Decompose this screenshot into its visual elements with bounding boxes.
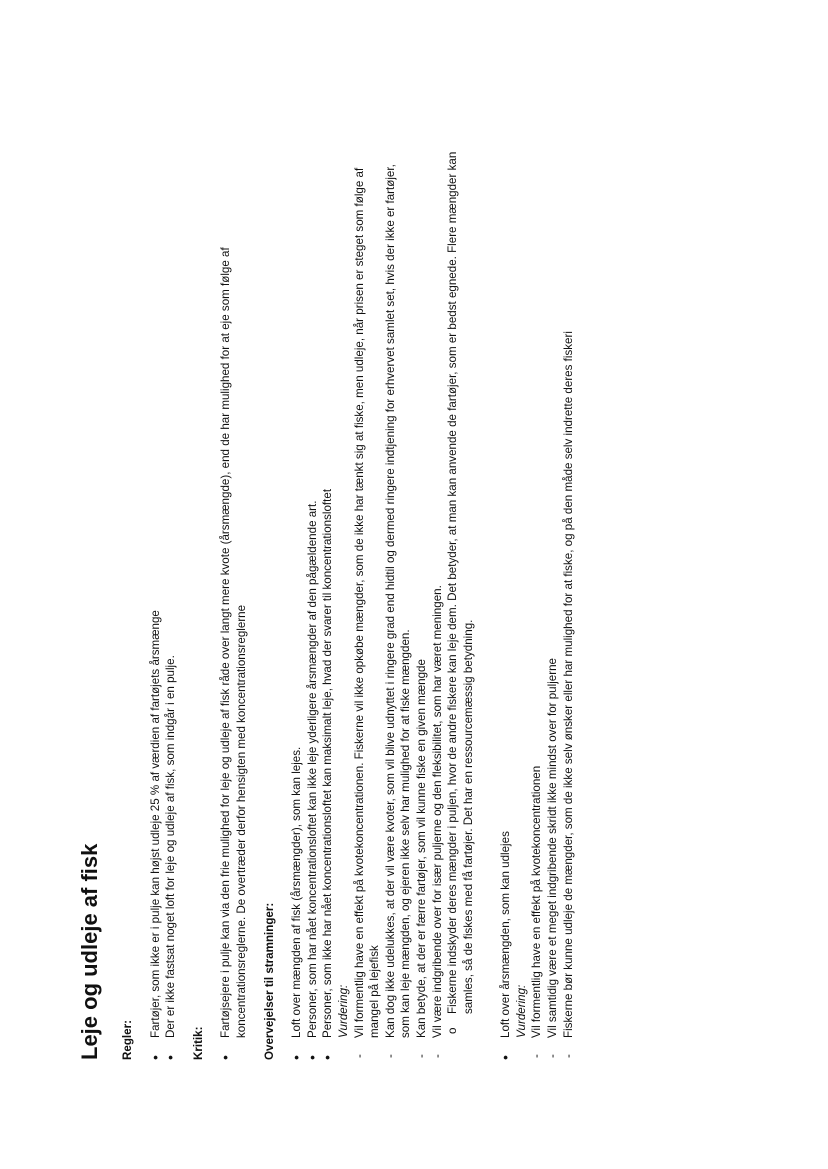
assessment-item: - Kan dog ikke udelukkes, at der vil være kvoter, som vil blive udnyttet i ringere grad end hidtil og dermed ringere indtjening for erhvervet samlet set, hvis der ikke er fartøjer, som kan leje mængden, og ejeren ikke selv har mulighed for at fiske mængden. <box>383 140 414 1060</box>
list-item: • Der er ikke fastsat noget loft for leje og udleje af fisk, som indgår i en pulje. <box>163 140 179 1060</box>
assessment-item: - Vil samtidig være et meget indgribende skridt ikke mindst over for puljerne <box>545 140 561 1060</box>
page-title: Leje og udleje af fisk <box>77 843 102 1060</box>
assessment-label: Vurdering: <box>514 984 528 1038</box>
assessment-item: - Vil formentlig have en effekt på kvotekoncentrationen. Fiskerne vil ikke opkøbe mængder, som de ikke har tænkt sig at fiske, men udleje, når prisen er steget som følge af mangel på lejefisk <box>352 140 383 1060</box>
list-item: • Fartøjsejere i pulje kan via den frie mulighed for leje og udleje af fisk råde over langt mere kvote (årsmængde), end de har mulighed for at eje som følge af koncentrationsreglerne. De overtræder derfor hensigten med koncentrationsreglerne <box>218 140 249 1060</box>
assessment-item: - Kan betyde, at der er færre fartøjer, som vil kunne fiske en given mængde <box>414 140 430 1060</box>
document-page <box>78 140 718 1060</box>
sub-item: o Fiskerne indskyder deres mængder i puljen, hvor de andre fiskere kan leje dem. Det betyder, at man kan anvende de fartøjer, som er bedst egnede. Flere mængder kan samles, så de fiskes med få fartøjer. Det har en ressourcemæssig betydning. <box>445 140 476 1060</box>
list-item: • Loft over årsmængden, som kan udlejes <box>498 140 514 1060</box>
assessment-item: - Fiskerne bør kunne udleje de mængder, som de ikke selv ønsker eller har mulighed for at fiske, og på den måde selv indrette deres fiskeri <box>561 140 577 1060</box>
list-item: • Loft over mængden af fisk (årsmængder), som kan lejes. <box>289 140 305 1060</box>
tightening-heading: Overvejelser til stramninger: <box>262 902 276 1060</box>
list-item: • Personer, som har nået koncentrationsloftet kan ikke leje yderligere årsmængder af den pågældende art. <box>305 140 321 1060</box>
list-item: • Fartøjer, som ikke er i pulje kan højst udleje 25 % af værdien af fartøjets årsmænge <box>148 140 164 1060</box>
list-item: • Personer, som ikke har nået koncentrationsloftet kan maksimalt leje, hvad der svarer til koncentrationsloftet <box>320 140 336 1060</box>
assessment-item: - Vil formentlig have en effekt på kvotekoncentrationen <box>529 140 545 1060</box>
assessment-label: Vurdering: <box>336 984 350 1038</box>
rules-heading: Regler: <box>121 1020 134 1060</box>
criticism-heading: Kritik: <box>191 1026 205 1060</box>
assessment-item: - Vil være indgribende over for især puljerne og den fleksibilitet, som har været meningen. <box>430 140 446 1060</box>
